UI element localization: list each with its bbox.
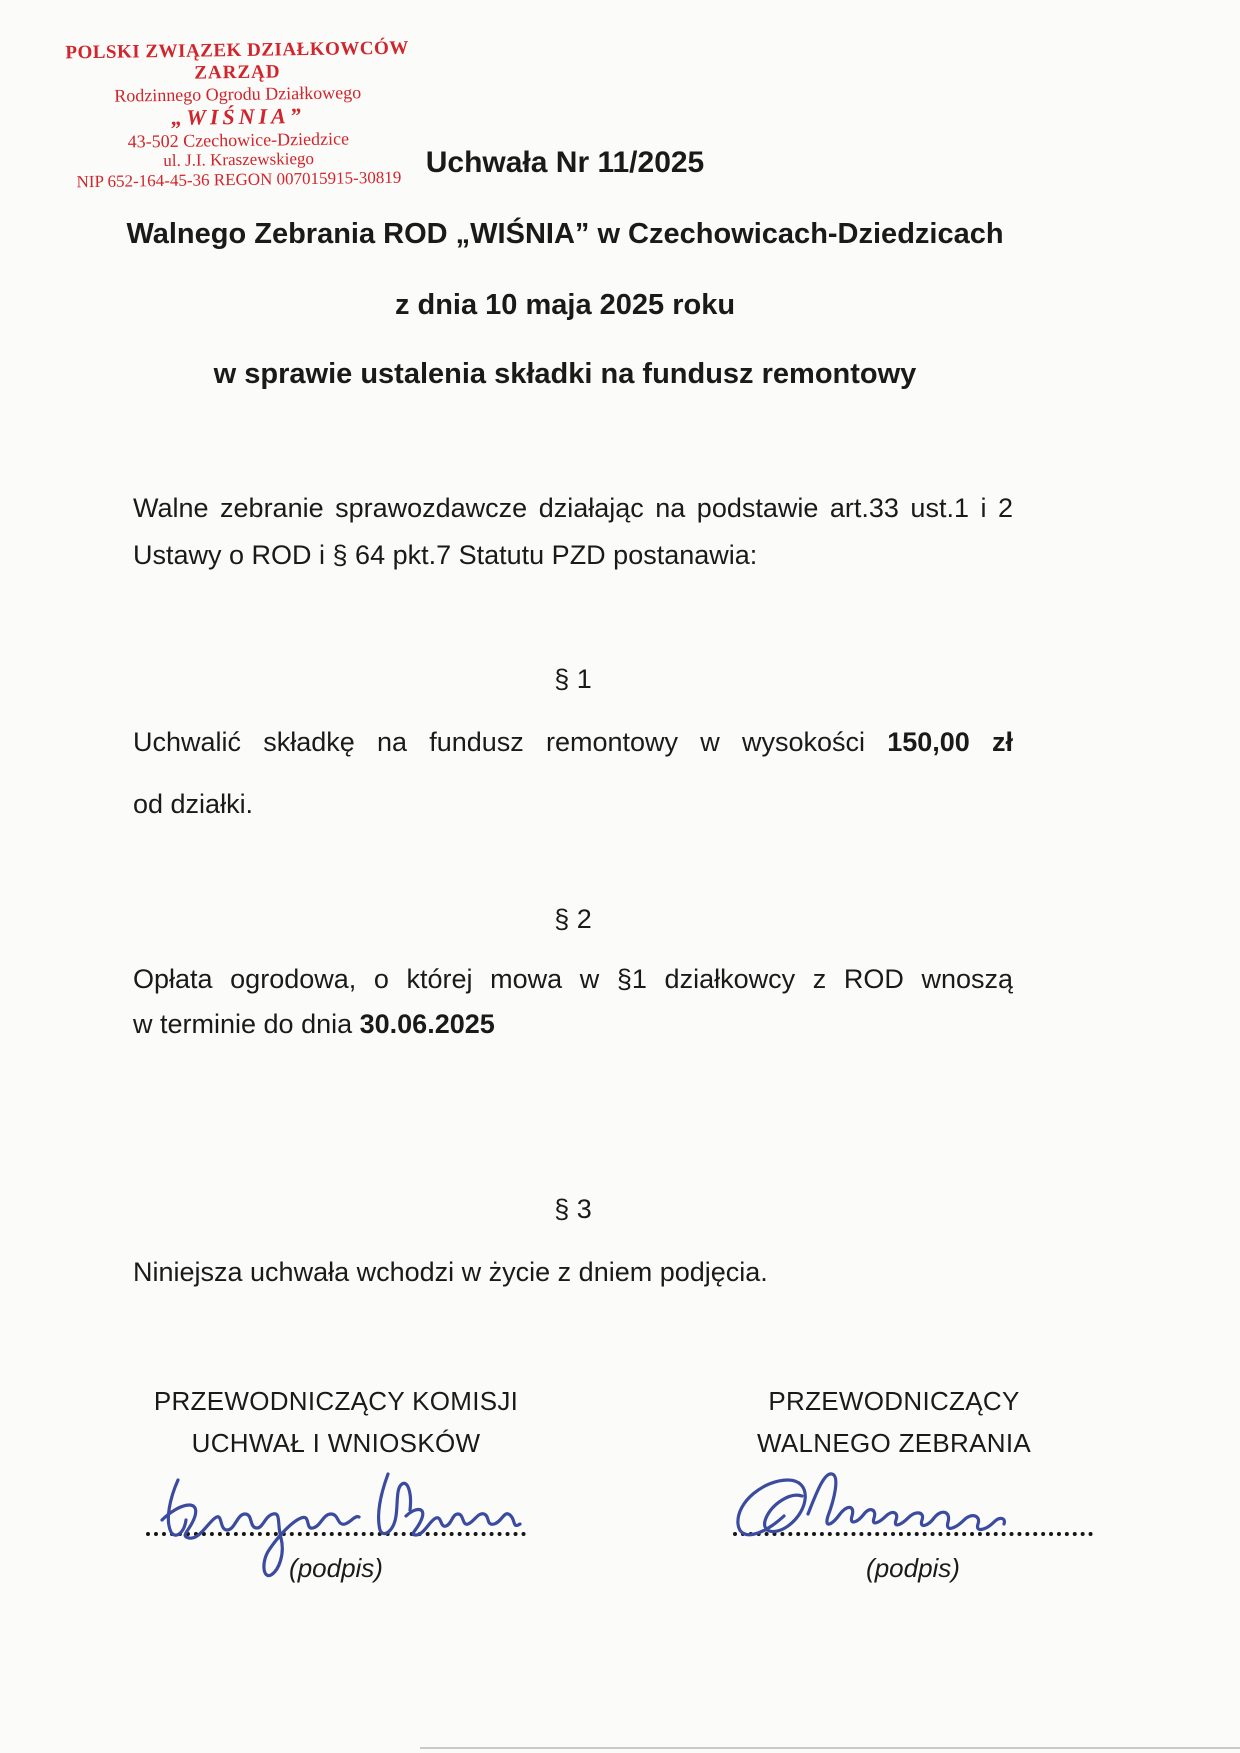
- signature-block-right: [714, 1386, 1074, 1458]
- section-2-line-2: [133, 1008, 1013, 1040]
- section-2-mark: § 2: [554, 904, 592, 934]
- assembly-title: Walnego Zebrania ROD „WIŚNIA” w Czechowicach-Dziedzicach: [126, 218, 1004, 250]
- stamp-line-garden-name: „WIŚNIA”: [171, 103, 305, 131]
- signature-caption-left: (podpis): [289, 1553, 383, 1583]
- section-2-line-1: Opłata ogrodowa, o której mowa w §1 działkowcy z ROD wnoszą: [133, 964, 1013, 994]
- resolution-date: z dnia 10 maja 2025 roku: [394, 289, 736, 321]
- preamble-line-2: Ustawy o ROD i § 64 pkt.7 Statutu PZD postanawia:: [133, 540, 758, 570]
- section-1-text: Uchwalić składkę na fundusz remontowy w wysokości: [133, 727, 888, 757]
- section-3-mark: § 3: [554, 1194, 592, 1224]
- section-1-line-2: od działki.: [133, 789, 254, 819]
- stamp-line-street: ul. J.I. Kraszewskiego: [163, 149, 315, 171]
- stamp-line-garden-type: Rodzinnego Ogrodu Działkowego: [114, 81, 362, 106]
- resolution-number-title: Uchwała Nr 11/2025: [425, 146, 705, 179]
- signature-caption-right: (podpis): [866, 1553, 960, 1583]
- left-role-line-2: UCHWAŁ I WNIOSKÓW: [191, 1428, 481, 1458]
- scan-edge-artifact: [420, 1747, 1240, 1749]
- section-1-line-1: [133, 726, 1013, 758]
- stamp-line-board: ZARZĄD: [194, 61, 281, 84]
- signature-block-left: [146, 1386, 526, 1458]
- resolution-subject: w sprawie ustalenia składki na fundusz remontowy: [213, 358, 917, 390]
- right-role-line-1: PRZEWODNICZĄCY: [768, 1386, 1020, 1416]
- deadline-date: 30.06.2025: [359, 1009, 495, 1039]
- stamp-line-organization: POLSKI ZWIĄZEK DZIAŁKOWCÓW: [65, 37, 409, 64]
- section-3-text: Niniejsza uchwała wchodzi w życie z dniem podjęcia.: [133, 1257, 768, 1287]
- section-1-mark: § 1: [554, 664, 592, 694]
- stamp-line-city: 43-502 Czechowice-Dziedzice: [127, 128, 350, 152]
- left-role-line-1: PRZEWODNICZĄCY KOMISJI: [153, 1386, 519, 1416]
- fee-amount: 150,00 zł: [887, 727, 1013, 757]
- right-role-line-2: WALNEGO ZEBRANIA: [757, 1428, 1031, 1458]
- preamble-line-1: Walne zebranie sprawozdawcze działając na podstawie art.33 ust.1 i 2: [133, 493, 1013, 523]
- stamp-line-nip-regon: NIP 652-164-45-36 REGON 007015915-30819: [76, 167, 402, 192]
- deadline-text: w terminie do dnia: [133, 1009, 360, 1039]
